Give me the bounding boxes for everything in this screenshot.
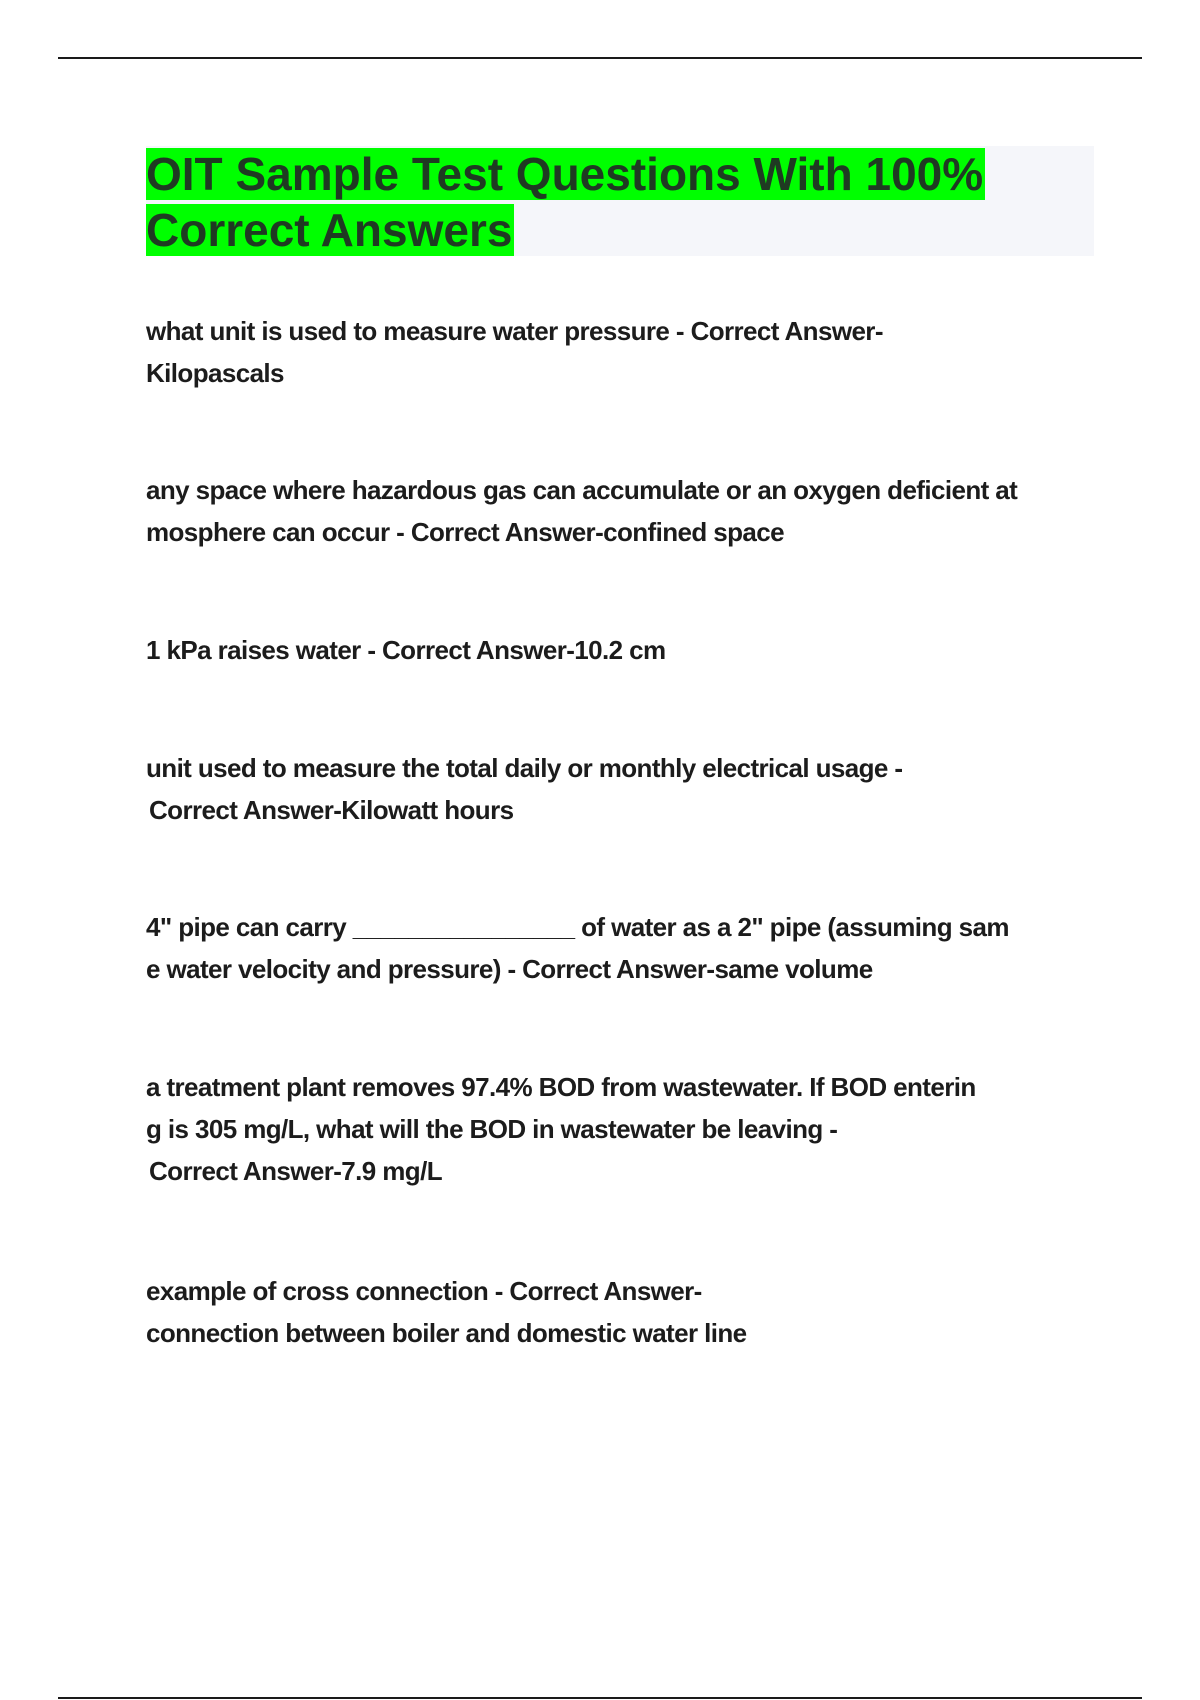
qa-item-text: e water velocity and pressure) - Correct Answer-same volume (146, 954, 873, 984)
qa-item-text: example of cross connection - Correct Answer- (146, 1276, 702, 1306)
qa-item-4 (146, 747, 1096, 831)
document-title (146, 146, 1094, 258)
qa-item-text: mosphere can occur - Correct Answer-confined space (146, 517, 785, 547)
qa-item-text: a treatment plant removes 97.4% BOD from wastewater. If BOD enterin (146, 1072, 976, 1102)
bottom-rule (58, 1697, 1142, 1699)
qa-item-2 (146, 469, 1096, 553)
top-rule (58, 57, 1142, 59)
qa-item-3 (146, 629, 1096, 671)
qa-item-5 (146, 906, 1096, 990)
qa-item-text: 1 kPa raises water - Correct Answer-10.2 cm (146, 635, 666, 665)
qa-item-text: 4" pipe can carry ________________ of water as a 2" pipe (assuming sam (146, 912, 1009, 942)
title-line-2: Correct Answers (146, 204, 513, 256)
qa-item-text: Correct Answer-7.9 mg/L (149, 1156, 442, 1186)
qa-item-text: what unit is used to measure water pressure - Correct Answer- (146, 316, 883, 346)
qa-item-text: connection between boiler and domestic water line (146, 1318, 747, 1348)
qa-item-1 (146, 310, 1096, 394)
qa-item-6 (146, 1066, 1096, 1192)
qa-item-text: any space where hazardous gas can accumulate or an oxygen deficient at (146, 475, 1018, 505)
qa-item-text: unit used to measure the total daily or monthly electrical usage - (146, 753, 903, 783)
qa-item-text: Correct Answer-Kilowatt hours (149, 795, 514, 825)
qa-item-text: g is 305 mg/L, what will the BOD in wastewater be leaving - (146, 1114, 838, 1144)
title-line-1: OIT Sample Test Questions With 100% (146, 148, 984, 200)
qa-item-text: Kilopascals (146, 358, 284, 388)
qa-item-7 (146, 1270, 1096, 1354)
title-block (146, 146, 1094, 256)
